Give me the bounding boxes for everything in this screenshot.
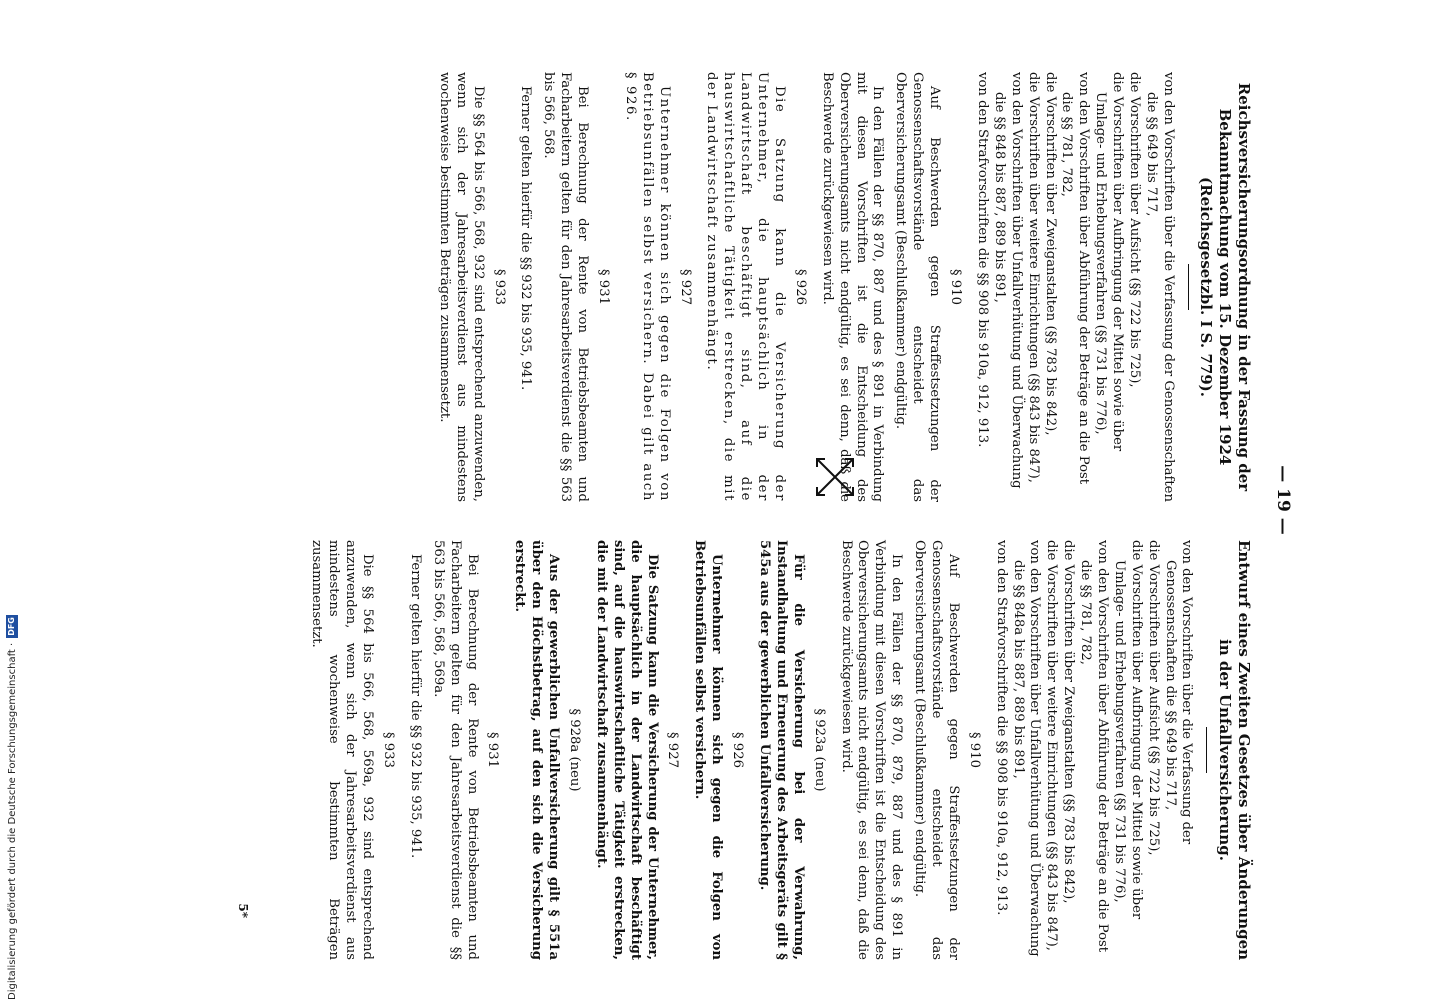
section-title: § 931	[485, 732, 501, 768]
heading-rule	[1188, 264, 1189, 310]
section-title: § 910	[966, 732, 982, 768]
left-provision-list	[973, 72, 1176, 502]
list-item: die Vorschriften über Aufbringung der Mittel sowie über Umlage- und Erhebungsverfahren (§§ 731 bis 776),	[1111, 540, 1144, 920]
list-item: von den Vorschriften über Abführung der Beträge an die Post die §§ 781, 782,	[1078, 540, 1111, 953]
section-title: § 927	[677, 269, 693, 305]
printer-signature: 5*	[236, 903, 251, 918]
list-item: von den Vorschriften über Unfallverhütung und Überwachung die §§ 848 bis 887, 889 bis 891,	[991, 72, 1024, 489]
paragraph: In den Fällen der §§ 870, 879, 887 und des § 891 in Verbindung mit diesen Vorschriften ist die Entscheidung des Oberversicherungsamts nicht endgültig, es sei denn, daß die Beschwerde zurückgewiesen wird.	[838, 540, 905, 960]
list-item: die Vorschriften über weitere Einrichtungen (§§ 843 bis 847),	[1044, 540, 1060, 951]
section-title: § 933	[380, 732, 396, 768]
paragraph: Unternehmer können sich gegen die Folgen von Betriebsunfällen selbst versichern.	[692, 540, 725, 960]
footer-text: Digitalisierung gefördert durch die Deutsche Forschungsgemeinschaft ·	[6, 642, 18, 1000]
list-item: von den Strafvorschriften die §§ 908 bis 910a, 912, 913.	[974, 72, 990, 448]
list-item: von den Vorschriften über die Verfassung der Genossenschaften die §§ 649 bis 717,	[1162, 540, 1195, 845]
paragraph: Die §§ 564 bis 566, 568, 932 sind entsprechend anzuwenden, wenn sich der Jahresarbeitsverdienst aus mindestens wochenweise bestimmten Beträgen zusammensetzt.	[436, 72, 486, 502]
paragraph: Ferner gelten hierfür die §§ 932 bis 935, 941.	[407, 554, 423, 859]
section-title: § 910	[948, 269, 964, 305]
paragraph: Die Satzung kann die Versicherung der Unternehmer, die hauptsächlich in der Landwirtschaft beschäftigt sind, auf die hauswirtschaftliche Tätigkeit erstrecken, die mit der Landwirtschaft zusammenhängt.	[704, 72, 788, 502]
dfg-logo: DFG	[7, 617, 16, 636]
section-title: § 928a (neu)	[567, 708, 582, 792]
paragraph: In den Fällen der §§ 870, 887 und des § 891 in Verbindung mit diesen Vorschriften ist die Entscheidung des Oberversicherungsamts nicht endgültig, es sei denn, daß die Beschwerde zurückgewiesen wird.	[819, 72, 886, 502]
page-number: — 19 —	[1273, 465, 1293, 535]
right-provision-list	[992, 540, 1195, 960]
list-item: die Vorschriften über Zweiganstalten (§§ 783 bis 842),	[1042, 72, 1058, 436]
heading-rule	[1207, 727, 1208, 773]
section-title: § 933	[491, 269, 507, 305]
paragraph: Die §§ 564 bis 566, 568, 569a, 932 sind entsprechend anzuwenden, wenn sich der Jahresarbeitsverdienst aus mindestens wochenweise bestimmten Beträgen zusammensetzt.	[309, 540, 376, 960]
paragraph: Bei Berechnung der Rente von Betriebsbeamten und Facharbeitern gelten für den Jahresarbeitsverdienst die §§ 563 bis 566, 568.	[541, 72, 591, 502]
list-item: von den Vorschriften über Abführung der Beträge an die Post die §§ 781, 782,	[1059, 72, 1092, 485]
list-item: die Vorschriften über Aufsicht (§§ 722 bis 725),	[1126, 72, 1142, 388]
section-title: § 923a (neu)	[811, 708, 827, 792]
section-title: § 926	[792, 269, 808, 305]
list-item: von den Vorschriften über Unfallverhütung und Überwachung die §§ 848a bis 887, 889 bis 891,	[1010, 540, 1043, 957]
paragraph: Unternehmer können sich gegen die Folgen von Betriebsunfällen selbst versichern. Dabei gilt auch § 926.	[622, 72, 672, 502]
paragraph: Ferner gelten hierfür die §§ 932 bis 935, 941.	[518, 86, 534, 391]
column-current-law	[429, 72, 1253, 502]
section-title: § 931	[596, 269, 612, 305]
list-item: die Vorschriften über Aufbringung der Mittel sowie über Umlage- und Erhebungsverfahren (§§ 731 bis 776),	[1093, 72, 1126, 452]
paragraph: Die Satzung kann die Versicherung der Unternehmer, die hauptsächlich in der Landwirtschaft beschäftigt sind, auf die hauswirtschaftliche Tätigkeit erstrecken, die mit der Landwirtschaft zusammenhängt.	[593, 540, 660, 960]
list-item: von den Strafvorschriften die §§ 908 bis 910a, 912, 913.	[993, 540, 1009, 916]
paragraph: Aus der gewerblichen Unfallversicherung gilt § 551a über den Höchstbetrag, auf den sich die Versicherung erstreckt.	[512, 540, 562, 960]
document-page	[117, 20, 1317, 980]
paragraph: Bei Berechnung der Rente von Betriebsbeamten und Facharbeitern gelten für den Jahresarbeitsverdienst die §§ 563 bis 566, 568, 569a.	[430, 540, 480, 960]
paragraph: Auf Beschwerden gegen Straffestsetzungen der Genossenschaftsvorstände entscheidet das Oberversicherungsamt (Beschlußkammer) endgültig.	[912, 540, 961, 960]
left-column-heading: Reichsversicherungsordnung in der Fassung der Bekanntmachung vom 15. Dezember 1924 (Reichsgesetzbl. I S. 779).	[1197, 82, 1253, 492]
section-title: § 927	[665, 732, 681, 768]
swap-cross-mark	[811, 453, 859, 501]
right-column-heading: Entwurf eines Zweiten Gesetzes über Änderungen in der Unfallversicherung.	[1216, 540, 1253, 961]
list-item: von den Vorschriften über die Verfassung der Genossenschaften die §§ 649 bis 717,	[1143, 72, 1176, 502]
section-title: § 926	[730, 732, 746, 768]
paragraph: Für die Versicherung bei der Verwahrung, Instandhaltung und Erneuerung des Arbeitsgeräts gilt § 545a aus der gewerblichen Unfallversicherung.	[757, 540, 806, 960]
digitization-footer	[6, 615, 18, 1000]
list-item: die Vorschriften über Zweiganstalten (§§ 783 bis 842),	[1061, 540, 1077, 904]
column-draft	[302, 540, 1253, 960]
paragraph: Auf Beschwerden gegen Straffestsetzungen der Genossenschaftsvorstände entscheidet das Oberversicherungsamt (Beschlußkammer) endgültig.	[893, 72, 943, 502]
list-item: die Vorschriften über weitere Einrichtungen (§§ 843 bis 847),	[1025, 72, 1041, 483]
list-item: die Vorschriften über Aufsicht (§§ 722 bis 725),	[1145, 540, 1161, 856]
